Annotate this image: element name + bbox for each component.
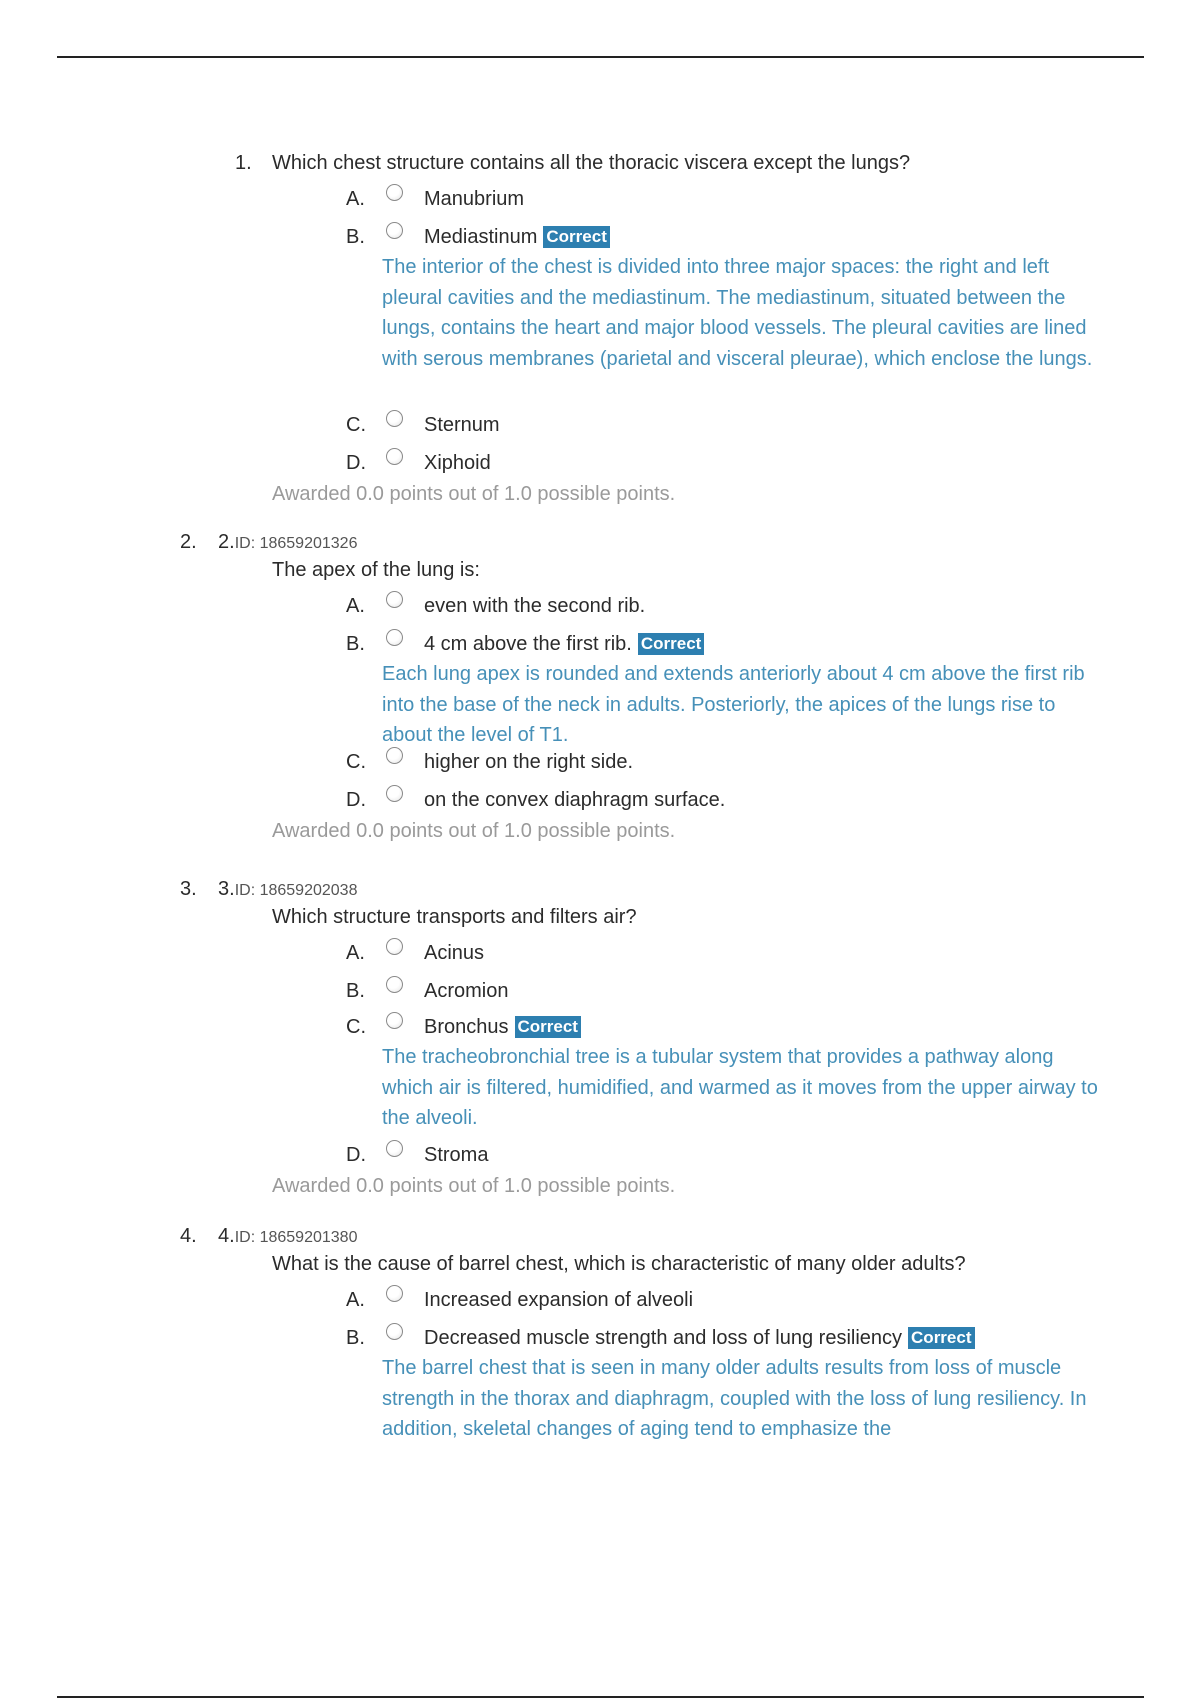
option-text (424, 226, 610, 249)
option-text: Sternum (424, 414, 500, 436)
correct-badge: Correct (638, 633, 704, 655)
radio-button[interactable] (386, 1323, 403, 1340)
radio-button[interactable] (386, 629, 403, 646)
question-number: 1. (235, 152, 252, 174)
question-id-line (218, 531, 357, 554)
option-text (424, 633, 704, 656)
option-letter: D. (346, 452, 366, 474)
radio-button[interactable] (386, 785, 403, 802)
option-letter: C. (346, 751, 366, 773)
option-letter: B. (346, 1327, 365, 1349)
option-text: Increased expansion of alveoli (424, 1289, 694, 1311)
option-a (346, 1289, 1146, 1319)
option-letter: C. (346, 414, 366, 436)
option-letter: D. (346, 1144, 366, 1166)
radio-button[interactable] (386, 1140, 403, 1157)
option-letter: A. (346, 1289, 365, 1311)
question-inner-number: 3. (218, 878, 235, 900)
option-label: Decreased muscle strength and loss of lung resiliency (424, 1327, 903, 1349)
option-letter: A. (346, 188, 365, 210)
page-bottom-rule (57, 1696, 1144, 1698)
option-c (346, 414, 1146, 444)
radio-button[interactable] (386, 184, 403, 201)
option-text: Acromion (424, 980, 509, 1002)
awarded-points: Awarded 0.0 points out of 1.0 possible points. (272, 483, 676, 505)
option-label: Bronchus (424, 1016, 509, 1038)
radio-button[interactable] (386, 222, 403, 239)
question-inner-number: 4. (218, 1225, 235, 1247)
explanation-text: The interior of the chest is divided into three major spaces: the right and left pleural cavities and the mediastinum. The mediastinum, situated between the lungs, contains the heart and major blood vessels. The pleural cavities are lined with serous membranes (parietal and visceral pleurae), which enclose the lungs. (382, 256, 1093, 370)
option-text: higher on the right side. (424, 751, 634, 773)
radio-button[interactable] (386, 747, 403, 764)
option-letter: B. (346, 226, 365, 248)
radio-button[interactable] (386, 448, 403, 465)
correct-badge: Correct (543, 226, 609, 248)
explanation-text: Each lung apex is rounded and extends anteriorly about 4 cm above the first rib into the base of the neck in adults. Posteriorly, the apices of the lungs rise to about the level of T1. (382, 663, 1085, 746)
option-text: on the convex diaphragm surface. (424, 789, 726, 811)
option-text: even with the second rib. (424, 595, 646, 617)
option-text: Xiphoid (424, 452, 491, 474)
option-label: 4 cm above the first rib. (424, 633, 632, 655)
question-id-line (218, 1225, 357, 1248)
option-letter: B. (346, 633, 365, 655)
option-letter: D. (346, 789, 366, 811)
question-id: ID: 18659201326 (234, 535, 358, 552)
option-letter: A. (346, 942, 365, 964)
explanation-text: The barrel chest that is seen in many older adults results from loss of muscle strength in the thorax and diaphragm, coupled with the loss of lung resiliency. In addition, skeletal changes of aging tend to emphasize the (382, 1357, 1087, 1440)
option-letter: C. (346, 1016, 366, 1038)
radio-button[interactable] (386, 938, 403, 955)
option-d (346, 452, 1146, 482)
question-text: Which structure transports and filters air? (272, 906, 637, 928)
option-letter: B. (346, 980, 365, 1002)
option-c (346, 751, 1146, 781)
explanation-text: The tracheobronchial tree is a tubular system that provides a pathway along which air is filtered, humidified, and warmed as it moves from the upper airway to the alveoli. (382, 1046, 1098, 1129)
option-letter: A. (346, 595, 365, 617)
option-text (424, 1327, 975, 1350)
radio-button[interactable] (386, 410, 403, 427)
question-number: 3. (180, 878, 197, 900)
option-a (346, 188, 1146, 218)
option-text: Acinus (424, 942, 485, 964)
option-d (346, 789, 1146, 819)
option-a (346, 942, 1146, 972)
question-number: 4. (180, 1225, 197, 1247)
question-text: The apex of the lung is: (272, 559, 480, 581)
radio-button[interactable] (386, 1285, 403, 1302)
option-label: Mediastinum (424, 226, 538, 248)
option-d (346, 1144, 1146, 1174)
page-top-rule (57, 56, 1144, 58)
radio-button[interactable] (386, 976, 403, 993)
question-number: 2. (180, 531, 197, 553)
question-inner-number: 2. (218, 531, 235, 553)
question-id-line (218, 878, 357, 901)
question-id: ID: 18659202038 (234, 882, 358, 899)
question-id: ID: 18659201380 (234, 1229, 358, 1246)
question-text: Which chest structure contains all the thoracic viscera except the lungs? (272, 152, 911, 174)
option-a (346, 595, 1146, 625)
correct-badge: Correct (515, 1016, 581, 1038)
option-text: Stroma (424, 1144, 489, 1166)
option-b (346, 980, 1146, 1010)
correct-badge: Correct (908, 1327, 974, 1349)
awarded-points: Awarded 0.0 points out of 1.0 possible points. (272, 820, 676, 842)
radio-button[interactable] (386, 1012, 403, 1029)
awarded-points: Awarded 0.0 points out of 1.0 possible points. (272, 1175, 676, 1197)
option-text (424, 1016, 581, 1039)
question-text: What is the cause of barrel chest, which is characteristic of many older adults? (272, 1253, 966, 1275)
radio-button[interactable] (386, 591, 403, 608)
option-text: Manubrium (424, 188, 525, 210)
